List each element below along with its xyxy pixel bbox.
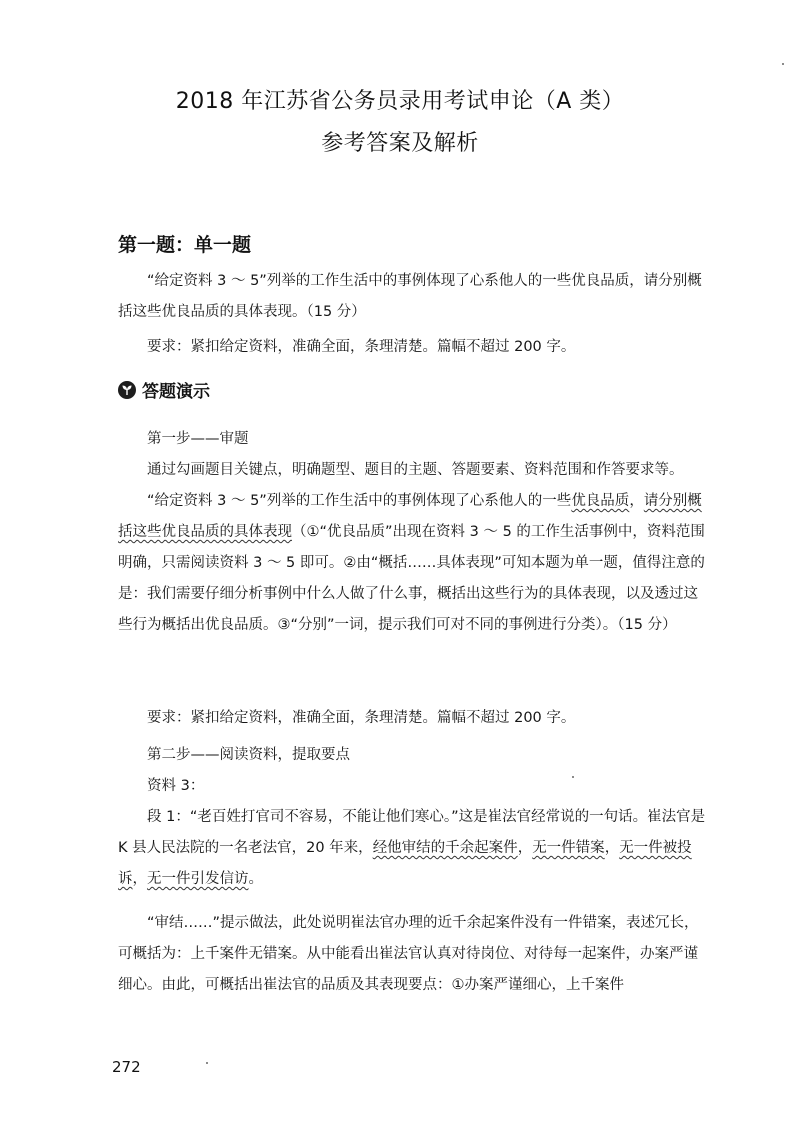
prompt-text: “给定资料 3 ～ 5”列举的工作生活中的事例体现了心系他人的一些: [147, 493, 572, 509]
keyword-underline: 优良品质: [571, 493, 630, 509]
material-paragraph: [118, 802, 710, 895]
scan-speck: [782, 63, 784, 65]
keyword-underline: 经他审结的千余起案件: [372, 840, 518, 856]
document-title: 2018 年江苏省公务员录用考试申论（A 类）: [175, 89, 625, 114]
punctuation: 。: [248, 871, 263, 887]
page-number: 272: [112, 1058, 141, 1076]
step1-intro: 通过勾画题目关键点，明确题型、题目的主题、答题要素、资料范围和作答要求等。: [147, 462, 684, 478]
step1-heading: 第一步——审题: [147, 431, 249, 447]
question-requirement: 要求：紧扣给定资料，准确全面，条理清楚。篇幅不超过 200 字。: [147, 339, 576, 355]
document-subtitle: 参考答案及解析: [321, 131, 479, 156]
step2-heading: 第二步——阅读资料，提取要点: [147, 747, 350, 763]
material-analysis: “审结……”提示做法，此处说明崔法官办理的近千余起案件没有一件错案，表述冗长，可概括为：上千案件无错案。从中能看出崔法官认真对待岗位、对待每一起案件，办案严谨细心。由此，可概括出崔法官的品质及其表现要点：①办案严谨细心，上千案件: [118, 915, 699, 993]
punctuation: ，: [132, 871, 147, 887]
keyword-underline: 无一件被投诉: [118, 840, 692, 887]
question-prompt: “给定资料 3 ～ 5”列举的工作生活中的事例体现了心系他人的一些优良品质，请分别概括这些优良品质的具体表现。（15 分）: [118, 273, 702, 320]
punctuation: ，: [604, 840, 620, 856]
punctuation: ，: [517, 840, 533, 856]
step1-analysis: [118, 486, 710, 641]
keyword-underline: 无一件引发信访: [147, 871, 249, 887]
prompt-text: ，: [629, 493, 644, 509]
scan-speck: [572, 776, 574, 778]
step1-requirement: 要求：紧扣给定资料，准确全面，条理清楚。篇幅不超过 200 字。: [147, 710, 576, 726]
demo-heading: [118, 377, 210, 402]
analysis-text: （①“优良品质”出现在资料 3 ～ 5 的工作生活事例中，资料范围明确，只需阅读资料 3 ～ 5 即可。②由“概括……具体表现”可知本题为单一题，值得注意的是：我们需要仔细分析事例中什么人做了什么事，概括出这些行为的具体表现，以及透过这些行为概括出优良品质。③“分别”一词，提示我们可对不同的事例进行分类）。（15 分）: [118, 524, 705, 633]
material-text: 段 1：“老百姓打官司不容易，不能让他们寒心。”这是崔法官经常说的一句话。崔法官是 K 县人民法院的一名老法官，20 年来，: [118, 809, 706, 856]
demo-heading-label: 答题演示: [142, 382, 210, 402]
scan-speck: [206, 1062, 208, 1064]
material-label: 资料 3：: [147, 778, 205, 794]
keyword-underline: 请分别概括这些优良品质的具体表现: [118, 493, 702, 540]
sprout-icon: [118, 381, 136, 399]
keyword-underline: 无一件错案: [532, 840, 605, 856]
question-heading: 第一题：单一题: [118, 234, 252, 256]
